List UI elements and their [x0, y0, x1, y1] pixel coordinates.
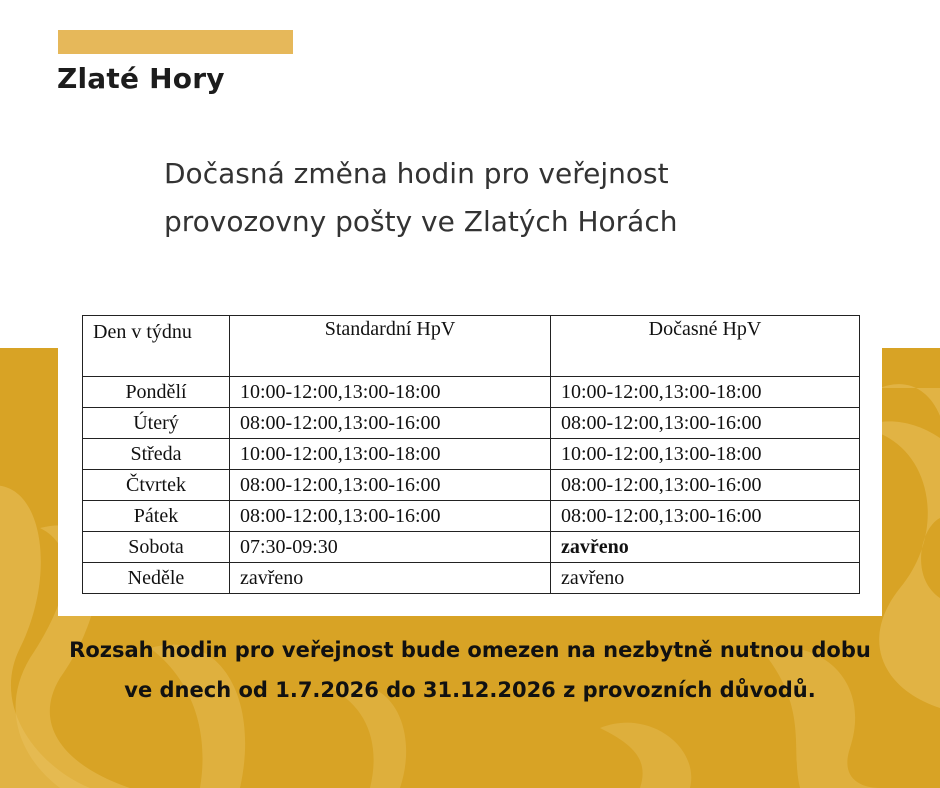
- row-day: Neděle: [83, 563, 230, 594]
- row-temporary: 10:00-12:00,13:00-18:00: [551, 439, 860, 470]
- row-standard: 10:00-12:00,13:00-18:00: [230, 377, 551, 408]
- row-day: Pondělí: [83, 377, 230, 408]
- row-standard: 08:00-12:00,13:00-16:00: [230, 470, 551, 501]
- row-standard: 08:00-12:00,13:00-16:00: [230, 408, 551, 439]
- row-day: Sobota: [83, 532, 230, 563]
- table-row: [83, 532, 860, 563]
- brand-title: Zlaté Hory: [57, 62, 225, 95]
- accent-bar: [58, 30, 293, 54]
- row-standard: 07:30-09:30: [230, 532, 551, 563]
- notice-line-1: Rozsah hodin pro veřejnost bude omezen na nezbytně nutnou dobu: [69, 638, 871, 662]
- header-day: Den v týdnu: [83, 316, 230, 377]
- header-temporary: Dočasné HpV: [551, 316, 860, 377]
- row-temporary: zavřeno: [551, 563, 860, 594]
- row-temporary: 08:00-12:00,13:00-16:00: [551, 408, 860, 439]
- table-row: [83, 501, 860, 532]
- row-temporary: 08:00-12:00,13:00-16:00: [551, 470, 860, 501]
- row-temporary: 08:00-12:00,13:00-16:00: [551, 501, 860, 532]
- row-temporary: zavřeno: [551, 532, 860, 563]
- notice-line-2: ve dnech od 1.7.2026 do 31.12.2026 z provozních důvodů.: [124, 678, 816, 702]
- row-standard: zavřeno: [230, 563, 551, 594]
- table-header-row: [83, 316, 860, 377]
- table-row: [83, 439, 860, 470]
- row-standard: 10:00-12:00,13:00-18:00: [230, 439, 551, 470]
- headline-line-1: Dočasná změna hodin pro veřejnost: [164, 157, 669, 190]
- row-day: Čtvrtek: [83, 470, 230, 501]
- row-standard: 08:00-12:00,13:00-16:00: [230, 501, 551, 532]
- table-row: [83, 408, 860, 439]
- row-day: Úterý: [83, 408, 230, 439]
- hours-card: [58, 296, 882, 616]
- row-temporary: 10:00-12:00,13:00-18:00: [551, 377, 860, 408]
- table-row: [83, 470, 860, 501]
- headline-line-2: provozovny pošty ve Zlatých Horách: [164, 205, 678, 238]
- notice-text: [0, 630, 940, 710]
- page-headline: [164, 150, 864, 246]
- table-row: [83, 377, 860, 408]
- table-row: [83, 563, 860, 594]
- row-day: Středa: [83, 439, 230, 470]
- row-day: Pátek: [83, 501, 230, 532]
- hours-table: [82, 315, 860, 594]
- header-standard: Standardní HpV: [230, 316, 551, 377]
